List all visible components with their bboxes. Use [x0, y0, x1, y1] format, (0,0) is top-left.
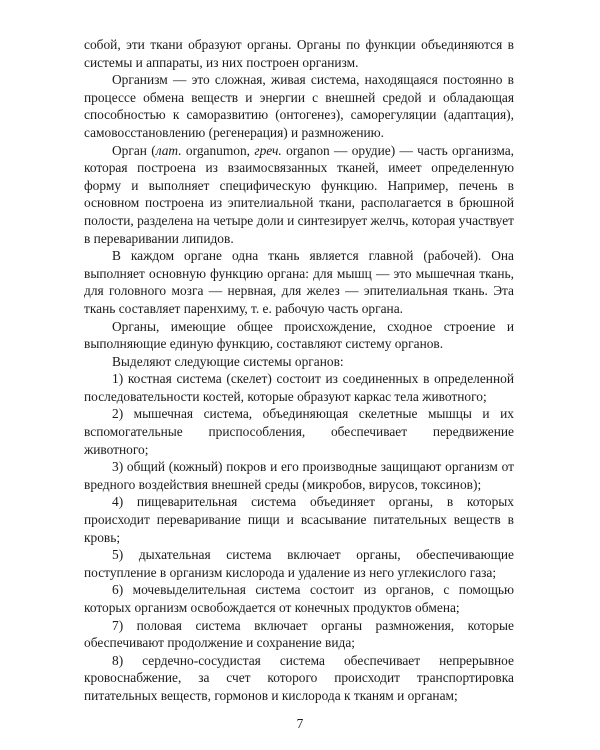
paragraph: собой, эти ткани образуют органы. Органы по функции объединяются в системы и аппараты, из них построен организм. — [84, 37, 514, 70]
page-body — [84, 36, 514, 705]
page-number: 7 — [296, 716, 304, 731]
term-greek: греч. — [254, 142, 282, 158]
paragraph: Органы, имеющие общее происхождение, сходное строение и выполняющие единую функцию, составляют систему органов. — [84, 318, 514, 352]
list-item: 7) половая система включает органы размножения, которые обеспечивают продолжение и сохранение вида; — [84, 617, 514, 651]
paragraph: В каждом органе одна ткань является главной (рабочей). Она выполняет основную функцию органа: для мышц — это мышечная ткань, для головного мозга — нервная, для желез — эпителиальная ткань. Эта ткань составляет паренхиму, т. е. рабочую часть органа. — [84, 248, 514, 316]
text-run: organon — орудие) — часть организма, которая построена из взаимосвязанных тканей, имеет определенную форму и выполняет специфическую функцию. Например, печень в основном построена из эпителиальной ткани, располагается в брюшной полости, разделена на четыре доли и синтезирует желчь, которая участвует в переваривании липидов. — [84, 142, 514, 246]
list-item: 6) мочевыделительная система состоит из органов, с помощью которых организм освобождается от конечных продуктов обмена; — [84, 582, 514, 615]
list-item: 5) дыхательная система включает органы, обеспечивающие поступление в организм кислорода и удаление из него углекислого газа; — [84, 547, 514, 580]
list-item: 2) мышечная система, объединяющая скелетные мышцы и их вспомогательные приспособления, обеспечивает передвижение животного; — [84, 406, 514, 457]
text-run: Орган ( — [112, 142, 156, 158]
paragraph — [84, 142, 514, 248]
text-run: organumon, — [181, 142, 255, 158]
list-item: 3) общий (кожный) покров и его производные защищают организм от вредного воздействия внешней среды (микробов, вирусов, токсинов); — [84, 459, 514, 492]
list-item: 8) сердечно-сосудистая система обеспечивает непрерывное кровоснабжение, за счет которого происходит транспортировка питательных веществ, гормонов и кислорода к тканям и органам; — [84, 652, 514, 703]
paragraph: Организм — это сложная, живая система, находящаяся постоянно в процессе обмена веществ и энергии с внешней средой и обладающая способностью к саморазвитию (онтогенез), саморегуляции (адаптация), самовосстановлению (регенерация) и размножению. — [84, 72, 514, 140]
list-item: 1) костная система (скелет) состоит из соединенных в определенной последовательности костей, которые образуют каркас тела животного; — [84, 371, 514, 404]
term-latin: лат. — [155, 142, 182, 158]
list-item: 4) пищеварительная система объединяет органы, в которых происходит переваривание пищи и всасывание питательных веществ в кровь; — [84, 494, 514, 545]
paragraph: Выделяют следующие системы органов: — [112, 353, 344, 369]
